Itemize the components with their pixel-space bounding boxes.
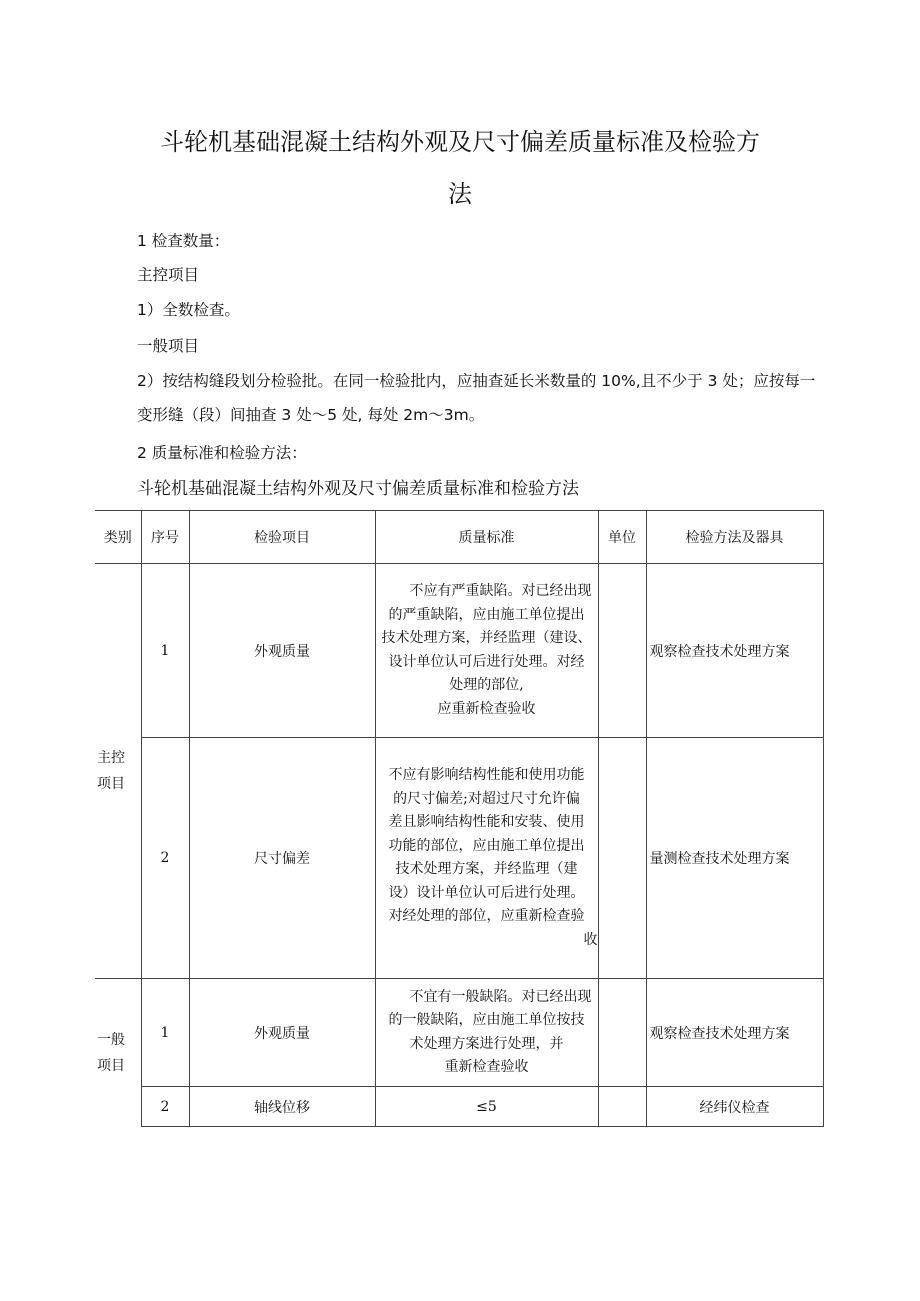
standard-line: 收 <box>583 931 598 948</box>
header-method: 检验方法及器具 <box>646 511 823 564</box>
main-items-rule: 1）全数检查。 <box>137 301 240 319</box>
main-items-label: 主控项目 <box>137 266 200 284</box>
row-standard <box>375 979 598 1087</box>
row-unit <box>598 1087 646 1127</box>
standard-line: 不应有严重缺陷。对已经出现 <box>409 583 592 599</box>
table-caption: 斗轮机基础混凝土结构外观及尺寸偏差质量标准和检验方法 <box>137 479 579 499</box>
table-header-row <box>95 511 823 564</box>
standard-line: 处理的部位, <box>449 677 524 693</box>
row-method: 观察检查技术处理方案 <box>646 564 823 738</box>
general-items-label: 一般项目 <box>137 337 200 355</box>
header-item: 检验项目 <box>189 511 375 564</box>
section-2-heading: 2 质量标准和检验方法： <box>137 444 307 462</box>
row-no: 1 <box>141 564 189 738</box>
category-main <box>95 564 141 979</box>
row-no: 2 <box>141 1087 189 1127</box>
row-standard <box>375 738 598 979</box>
general-items-rule: 2）按结构缝段划分检验批。在同一检验批内，应抽查延长米数量的 10%,且不少于 3 处；应按每一变形缝（段）间抽查 3 处～5 处, 每处 2m～3m。 <box>137 372 816 424</box>
table-row <box>95 564 823 738</box>
standard-line: 技术处理方案，并经监理（建 <box>395 861 578 877</box>
category-general-label: 一般项目 <box>97 1031 125 1074</box>
row-unit <box>598 564 646 738</box>
table-row <box>95 1087 823 1127</box>
row-no: 2 <box>141 738 189 979</box>
row-method: 经纬仪检查 <box>646 1087 823 1127</box>
row-item: 尺寸偏差 <box>189 738 375 979</box>
section-1-heading: 1 检查数量： <box>137 232 230 250</box>
row-standard <box>375 564 598 738</box>
standard-line: 设计单位认可后进行处理。对经 <box>388 653 585 670</box>
category-main-label: 主控项目 <box>97 750 125 792</box>
row-item: 轴线位移 <box>189 1087 375 1127</box>
row-item: 外观质量 <box>189 979 375 1087</box>
standard-line: 技术处理方案，并经监理（建设、 <box>381 630 592 646</box>
table-row <box>95 979 823 1087</box>
row-standard: ≤5 <box>375 1087 598 1127</box>
row-unit <box>598 979 646 1087</box>
header-category: 类别 <box>95 511 141 564</box>
row-unit <box>598 738 646 979</box>
standard-line: 的严重缺陷，应由施工单位提出 <box>388 606 585 623</box>
standard-line: 重新检查验收 <box>444 1059 529 1075</box>
header-standard: 质量标准 <box>375 511 598 564</box>
header-no: 序号 <box>141 511 189 564</box>
row-method: 观察检查技术处理方案 <box>646 979 823 1087</box>
standard-line: 的尺寸偏差;对超过尺寸允许偏 <box>393 790 580 807</box>
standard-line: 差且影响结构性能和安装、使用 <box>388 814 585 830</box>
row-method: 量测检查技术处理方案 <box>646 738 823 979</box>
standard-line: 功能的部位，应由施工单位提出 <box>388 837 585 854</box>
row-no: 1 <box>141 979 189 1087</box>
header-unit: 单位 <box>598 511 646 564</box>
table-row <box>95 738 823 979</box>
standard-line: 的一般缺陷，应由施工单位按技 <box>388 1012 585 1028</box>
doc-title-line2: 法 <box>448 180 472 208</box>
category-general <box>95 979 141 1127</box>
standard-line: 对经处理的部位，应重新检查验 <box>388 908 585 924</box>
standard-line: 设）设计单位认可后进行处理。 <box>388 884 585 901</box>
standard-line: 应重新检查验收 <box>437 700 536 717</box>
standard-line: 术处理方案进行处理，并 <box>409 1035 564 1052</box>
row-item: 外观质量 <box>189 564 375 738</box>
standard-line: 不宜有一般缺陷。对已经出现 <box>409 988 592 1005</box>
quality-standard-table <box>95 510 824 1127</box>
doc-title-line1: 斗轮机基础混凝土结构外观及尺寸偏差质量标准及检验方 <box>160 128 760 156</box>
standard-line: 不应有影响结构性能和使用功能 <box>388 767 585 783</box>
